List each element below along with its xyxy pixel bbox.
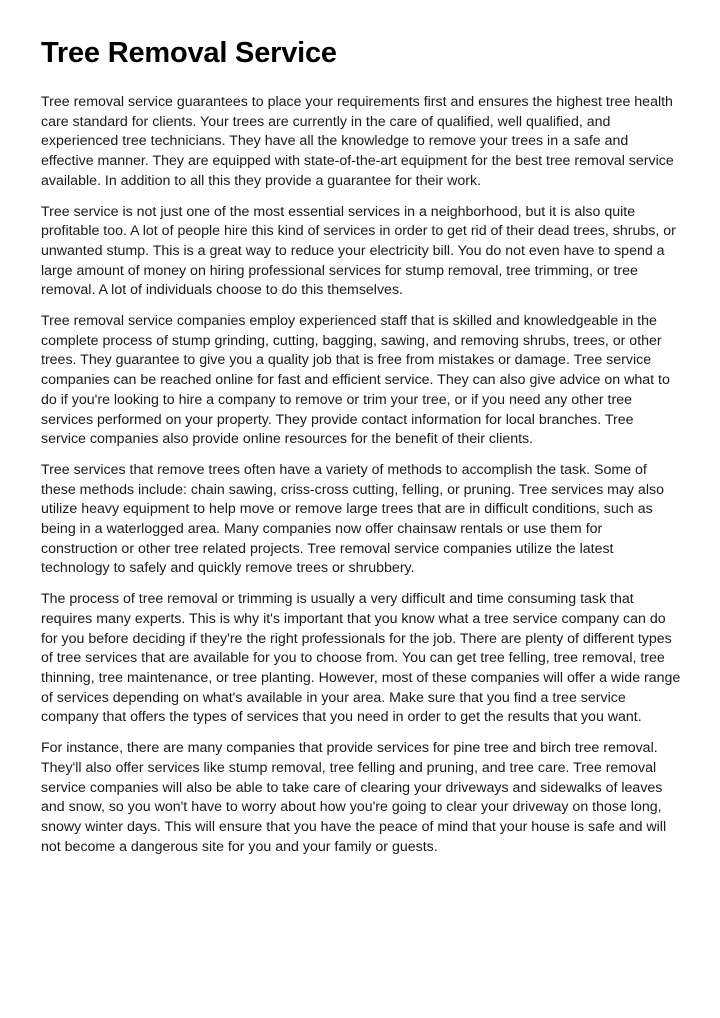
paragraph-6: For instance, there are many companies that provide services for pine tree and birch tree removal. They'll also offer services like stump removal, tree felling and pruning, and tree care. Tree removal service companies will also be able to take care of clearing your driveways and sidewalks of leaves and snow, so you won't have to worry about how you're going to clear your driveway on those long, snowy winter days. This will ensure that you have the peace of mind that your house is safe and will not become a dangerous site for you and your family or guests. bbox=[41, 740, 667, 855]
page-title: Tree Removal Service bbox=[41, 37, 337, 69]
paragraph-3: Tree removal service companies employ experienced staff that is skilled and knowledgeable in the complete process of stump grinding, cutting, bagging, sawing, and removing shrubs, trees, or other trees. They guarantee to give you a quality job that is free from mistakes or damage. Tree service companies can be reached online for fast and efficient service. They can also give advice on what to do if you're looking to hire a company to remove or trim your tree, or if you need any other tree services performed on your property. They provide contact information for local branches. Tree service companies also provide online resources for the benefit of their clients. bbox=[41, 313, 670, 448]
paragraph-5: The process of tree removal or trimming is usually a very difficult and time consuming task that requires many experts. This is why it's important that you know what a tree service company can do for you before deciding if they're the right professionals for the job. There are plenty of different types of tree services that are available for you to choose from. You can get tree felling, tree removal, tree thinning, tree maintenance, or tree planting. However, most of these companies will offer a wide range of services depending on what's available in your area. Make sure that you find a tree service company that offers the types of services that you need in order to get the results that you want. bbox=[41, 591, 681, 726]
document-page bbox=[41, 36, 681, 868]
paragraph-4: Tree services that remove trees often have a variety of methods to accomplish the task. Some of these methods include: chain sawing, criss-cross cutting, felling, or pruning. Tree services may also utilize heavy equipment to help move or remove large trees that are in difficult conditions, such as being in a waterlogged area. Many companies now offer chainsaw rentals or use them for construction or other tree related projects. Tree removal service companies utilize the latest technology to safely and quickly remove trees or shrubbery. bbox=[41, 461, 664, 577]
paragraph-1: Tree removal service guarantees to place your requirements first and ensures the highest tree health care standard for clients. Your trees are currently in the care of qualified, well qualified, and experienced tree technicians. They have all the knowledge to remove your trees in a safe and effective manner. They are equipped with state-of-the-art equipment for the best tree removal service available. In addition to all this they provide a guarantee for their work. bbox=[41, 94, 674, 189]
paragraph-2: Tree service is not just one of the most essential services in a neighborhood, but it is also quite profitable too. A lot of people hire this kind of services in order to get rid of their dead trees, shrubs, or unwanted stump. This is a great way to reduce your electricity bill. You do not even have to spend a large amount of money on hiring professional services for stump removal, tree trimming, or tree removal. A lot of individuals choose to do this themselves. bbox=[41, 203, 676, 299]
